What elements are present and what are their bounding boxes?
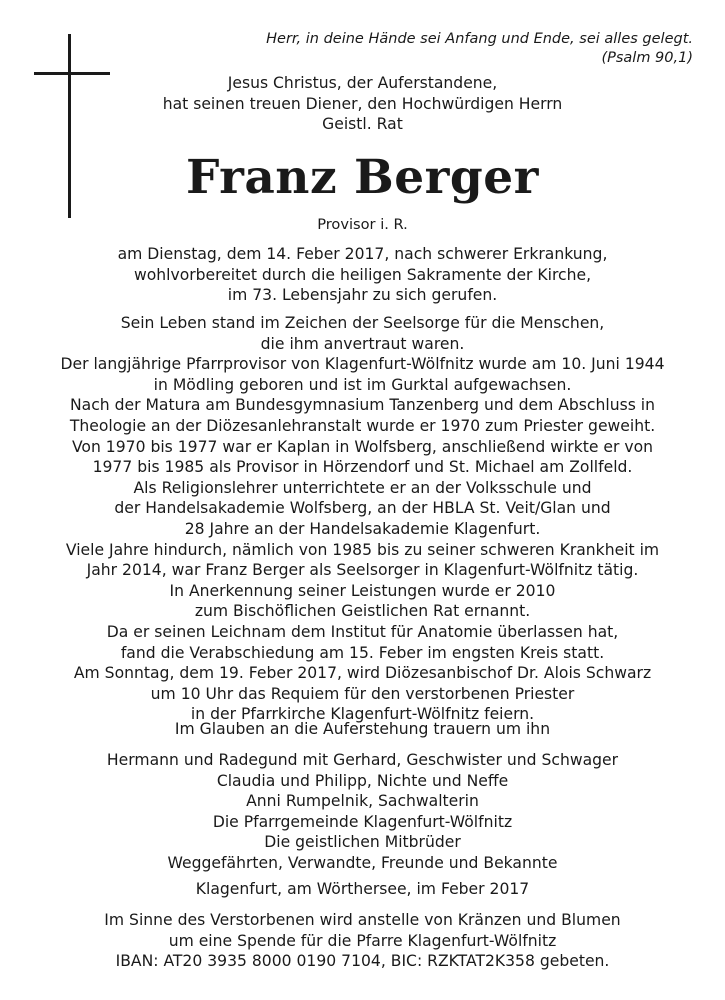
donation-line: IBAN: AT20 3935 8000 0190 7104, BIC: RZKTAT2K358 gebeten. <box>115 952 610 971</box>
death-line: wohlvorbereitet durch die heiligen Sakramente der Kirche, <box>133 265 592 284</box>
death-announcement <box>0 244 725 306</box>
donation-line: Im Sinne des Verstorbenen wird anstelle von Kränzen und Blumen <box>104 911 621 929</box>
intro-block <box>0 73 725 135</box>
biography-line: Am Sonntag, dem 19. Feber 2017, wird Diözesanbischof Dr. Alois Schwarz <box>73 664 652 683</box>
biography <box>0 313 725 725</box>
death-line: am Dienstag, dem 14. Feber 2017, nach schwerer Erkrankung, <box>117 245 608 263</box>
biography-line: in der Pfarrkirche Klagenfurt-Wölfnitz feiern. <box>190 705 535 724</box>
biography-line: Da er seinen Leichnam dem Institut für Anatomie überlassen hat, <box>106 622 619 641</box>
biography-line: 28 Jahre an der Handelsakademie Klagenfurt. <box>184 519 541 538</box>
biography-line: um 10 Uhr das Requiem für den verstorbenen Priester <box>150 684 575 703</box>
biography-line: fand die Verabschiedung am 15. Feber im engsten Kreis statt. <box>120 643 605 662</box>
donation-line: um eine Spende für die Pfarre Klagenfurt-Wölfnitz <box>168 931 557 950</box>
biography-line: Als Religionslehrer unterrichtete er an der Volksschule und <box>133 478 592 497</box>
biography-line: Der langjährige Pfarrprovisor von Klagenfurt-Wölfnitz wurde am 10. Juni 1944 <box>60 355 665 374</box>
mourner-line: Hermann und Radegund mit Gerhard, Geschwister und Schwager <box>106 751 619 769</box>
mourner-line: Die geistlichen Mitbrüder <box>264 833 461 852</box>
biography-line: Sein Leben stand im Zeichen der Seelsorge für die Menschen, <box>120 314 605 332</box>
mourner-line: Weggefährten, Verwandte, Freunde und Bekannte <box>167 853 558 872</box>
biography-line: Viele Jahre hindurch, nämlich von 1985 bis zu seiner schweren Krankheit im <box>65 540 660 559</box>
intro-line: Jesus Christus, der Auferstandene, <box>227 74 498 92</box>
biography-line: zum Bischöflichen Geistlichen Rat ernannt. <box>194 602 531 621</box>
biography-line: Von 1970 bis 1977 war er Kaplan in Wolfsberg, anschließend wirkte er von <box>71 437 654 456</box>
intro-line: Geistl. Rat <box>322 115 403 134</box>
biography-line: In Anerkennung seiner Leistungen wurde er 2010 <box>169 581 556 600</box>
deceased-name: Franz Berger <box>186 150 539 205</box>
psalm-text: Herr, in deine Hände sei Anfang und Ende, sei alles gelegt. <box>266 31 693 47</box>
biography-line: 1977 bis 1985 als Provisor in Hörzendorf und St. Michael am Zollfeld. <box>92 458 633 477</box>
psalm-source: (Psalm 90,1) <box>601 50 693 66</box>
biography-line: in Mödling geboren und ist im Gurktal aufgewachsen. <box>153 375 572 394</box>
biography-line: die ihm anvertraut waren. <box>260 334 465 353</box>
deceased-title: Provisor i. R. <box>317 216 408 233</box>
biography-line: Jahr 2014, war Franz Berger als Seelsorger in Klagenfurt-Wölfnitz tätig. <box>86 561 639 580</box>
psalm-quote <box>266 30 693 68</box>
intro-line: hat seinen treuen Diener, den Hochwürdigen Herrn <box>162 94 563 113</box>
mourning-intro: Im Glauben an die Auferstehung trauern um ihn <box>174 720 551 738</box>
mourner-line: Anni Rumpelnik, Sachwalterin <box>246 792 479 811</box>
death-line: im 73. Lebensjahr zu sich gerufen. <box>227 286 498 305</box>
donation-request <box>0 910 725 972</box>
biography-line: der Handelsakademie Wolfsberg, an der HBLA St. Veit/Glan und <box>114 499 611 518</box>
place-and-date: Klagenfurt, am Wörthersee, im Feber 2017 <box>195 880 530 898</box>
mourners-list <box>0 750 725 874</box>
biography-line: Theologie an der Diözesanlehranstalt wurde er 1970 zum Priester geweiht. <box>69 416 656 435</box>
mourner-line: Claudia und Philipp, Nichte und Neffe <box>216 771 509 790</box>
mourner-line: Die Pfarrgemeinde Klagenfurt-Wölfnitz <box>212 812 513 831</box>
biography-line: Nach der Matura am Bundesgymnasium Tanzenberg und dem Abschluss in <box>69 396 656 415</box>
